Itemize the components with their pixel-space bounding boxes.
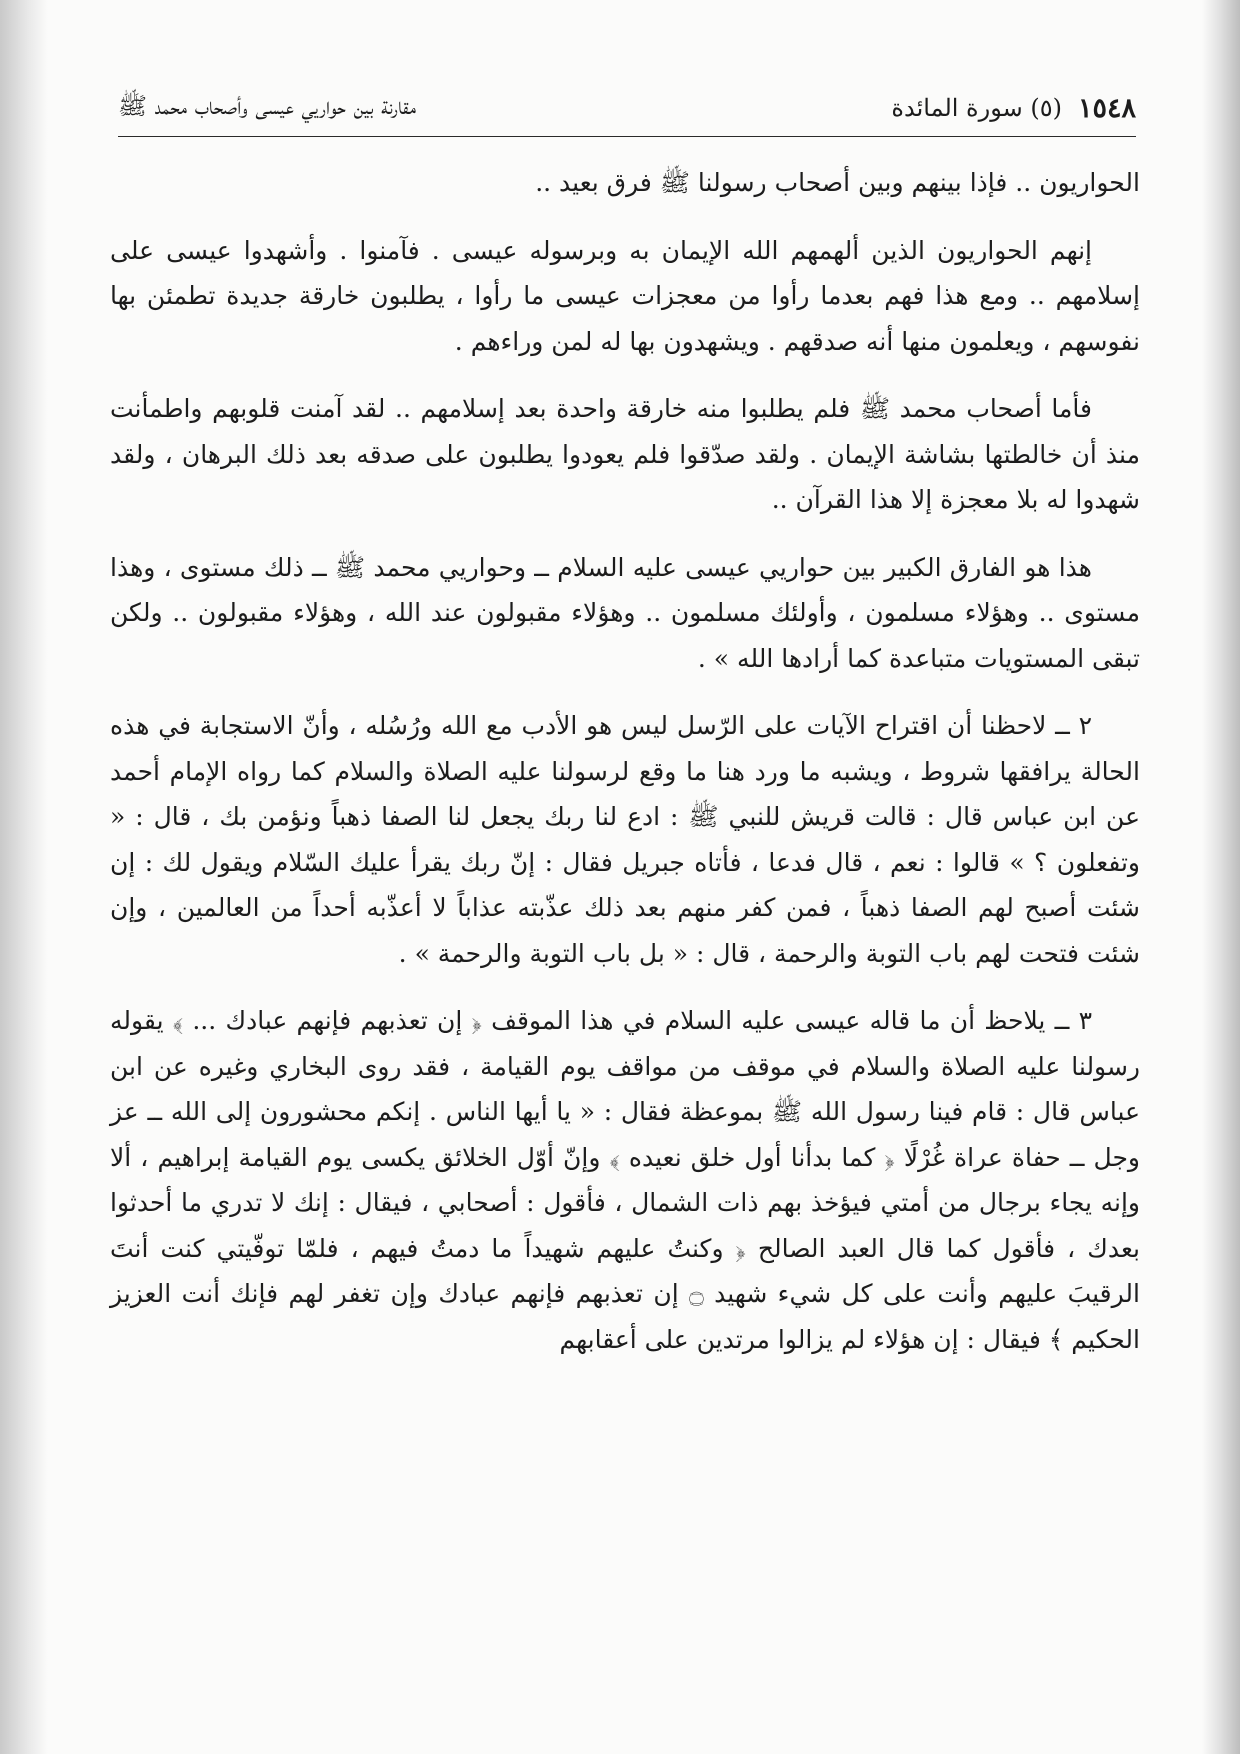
header-right-group bbox=[891, 93, 1136, 124]
paragraph-companions-faith: فأما أصحاب محمد ﷺ فلم يطلبوا منه خارقة واحدة بعد إسلامهم .. لقد آمنت قلوبهم واطمأنت منذ أن خالطتها بشاشة الإيمان . ولقد صدّقوا فلم يعودوا يطلبون على صدقه بعد ذلك البرهان ، ولقد شهدوا له بلا معجزة إلا هذا القرآن .. bbox=[110, 394, 1140, 514]
header-rule bbox=[118, 136, 1136, 137]
scan-shadow-right bbox=[1202, 0, 1240, 1754]
page-number: ١٥٤٨ bbox=[1077, 92, 1136, 124]
paragraph-disciples-request: إنهم الحواريون الذين ألهمهم الله الإيمان به وبرسوله عيسى . فآمنوا . وأشهدوا عيسى على إسلامهم .. ومع هذا فهم بعدما رأوا من معجزات عيسى ما رأوا ، يطلبون خارقة جديدة تطمئن بها نفوسهم ، ويعلمون منها أنه صدقهم . ويشهدون بها له لمن وراءهم . bbox=[110, 235, 1140, 356]
surah-name: (٥) سورة المائدة bbox=[891, 94, 1062, 122]
paragraph-continuation: الحواريون .. فإذا بينهم وبين أصحاب رسولنا ﷺ فرق بعيد .. bbox=[535, 168, 1140, 197]
scan-shadow-left bbox=[0, 0, 48, 1754]
paragraph-point-3: ٣ ــ يلاحظ أن ما قاله عيسى عليه السلام في هذا الموقف ﴿ إن تعذبهم فإنهم عبادك ... ﴾ يقوله رسولنا عليه الصلاة والسلام في موقف من مواقف يوم القيامة ، فقد روى البخاري وغيره عن ابن عباس قال : قام فينا رسول الله ﷺ بموعظة فقال : « يا أيها الناس . إنكم محشورون إلى الله ــ عز وجل ــ حفاة عراة غُرْلًا ﴿ كما بدأنا أول خلق نعيده ﴾ وإنّ أوّل الخلائق يكسى يوم القيامة إبراهيم ، ألا وإنه يجاء برجال من أمتي فيؤخذ بهم ذات الشمال ، فأقول : أصحابي ، فيقال : إنك لا تدري ما أحدثوا بعدك ، فأقول كما قال العبد الصالح ﴿ وكنتُ عليهم شهيداً ما دمتُ فيهم ، فلمّا توفّيتي كنت أنتَ الرقيبَ عليهم وأنت على كل شيء شهيد ۝ إن تعذبهم فإنهم عبادك وإن تغفر لهم فإنك أنت العزيز الحكيم ﴾ فيقال : إن هؤلاء لم يزالوا مرتدين على أعقابهم bbox=[110, 1006, 1140, 1354]
page-body bbox=[110, 160, 1140, 1384]
paragraph-difference: هذا هو الفارق الكبير بين حواريي عيسى عليه السلام ــ وحواريي محمد ﷺ ــ ذلك مستوى ، وهذا مستوى .. وهؤلاء مسلمون ، وأولئك مسلمون .. وهؤلاء مقبولون عند الله ، وهؤلاء مقبولون .. ولكن تبقى المستويات متباعدة كما أرادها الله » . bbox=[110, 552, 1140, 673]
paragraph-point-2: ٢ ــ لاحظنا أن اقتراح الآيات على الرّسل ليس هو الأدب مع الله ورُسُله ، وأنّ الاستجابة في هذه الحالة يرافقها شروط ، ويشبه ما ورد هنا ما وقع لرسولنا عليه الصلاة والسلام كما رواه الإمام أحمد عن ابن عباس قال : قالت قريش للنبي ﷺ : ادع لنا ربك يجعل لنا الصفا ذهباً ونؤمن بك ، قال : « وتفعلون ؟ » قالوا : نعم ، قال فدعا ، فأتاه جبريل فقال : إنّ ربك يقرأ عليك السّلام ويقول لك : إن شئت أصبح لهم الصفا ذهباً ، فمن كفر منهم بعد ذلك عذّبته عذاباً لا أعذّبه أحداً من العالمين ، وإن شئت فتحت لهم باب التوبة والرحمة ، قال : « بل باب التوبة والرحمة » . bbox=[110, 711, 1140, 968]
running-header bbox=[118, 86, 1136, 130]
running-title: مقارنة بين حواريي عيسى وأصحاب محمد ﷺ bbox=[118, 91, 417, 120]
